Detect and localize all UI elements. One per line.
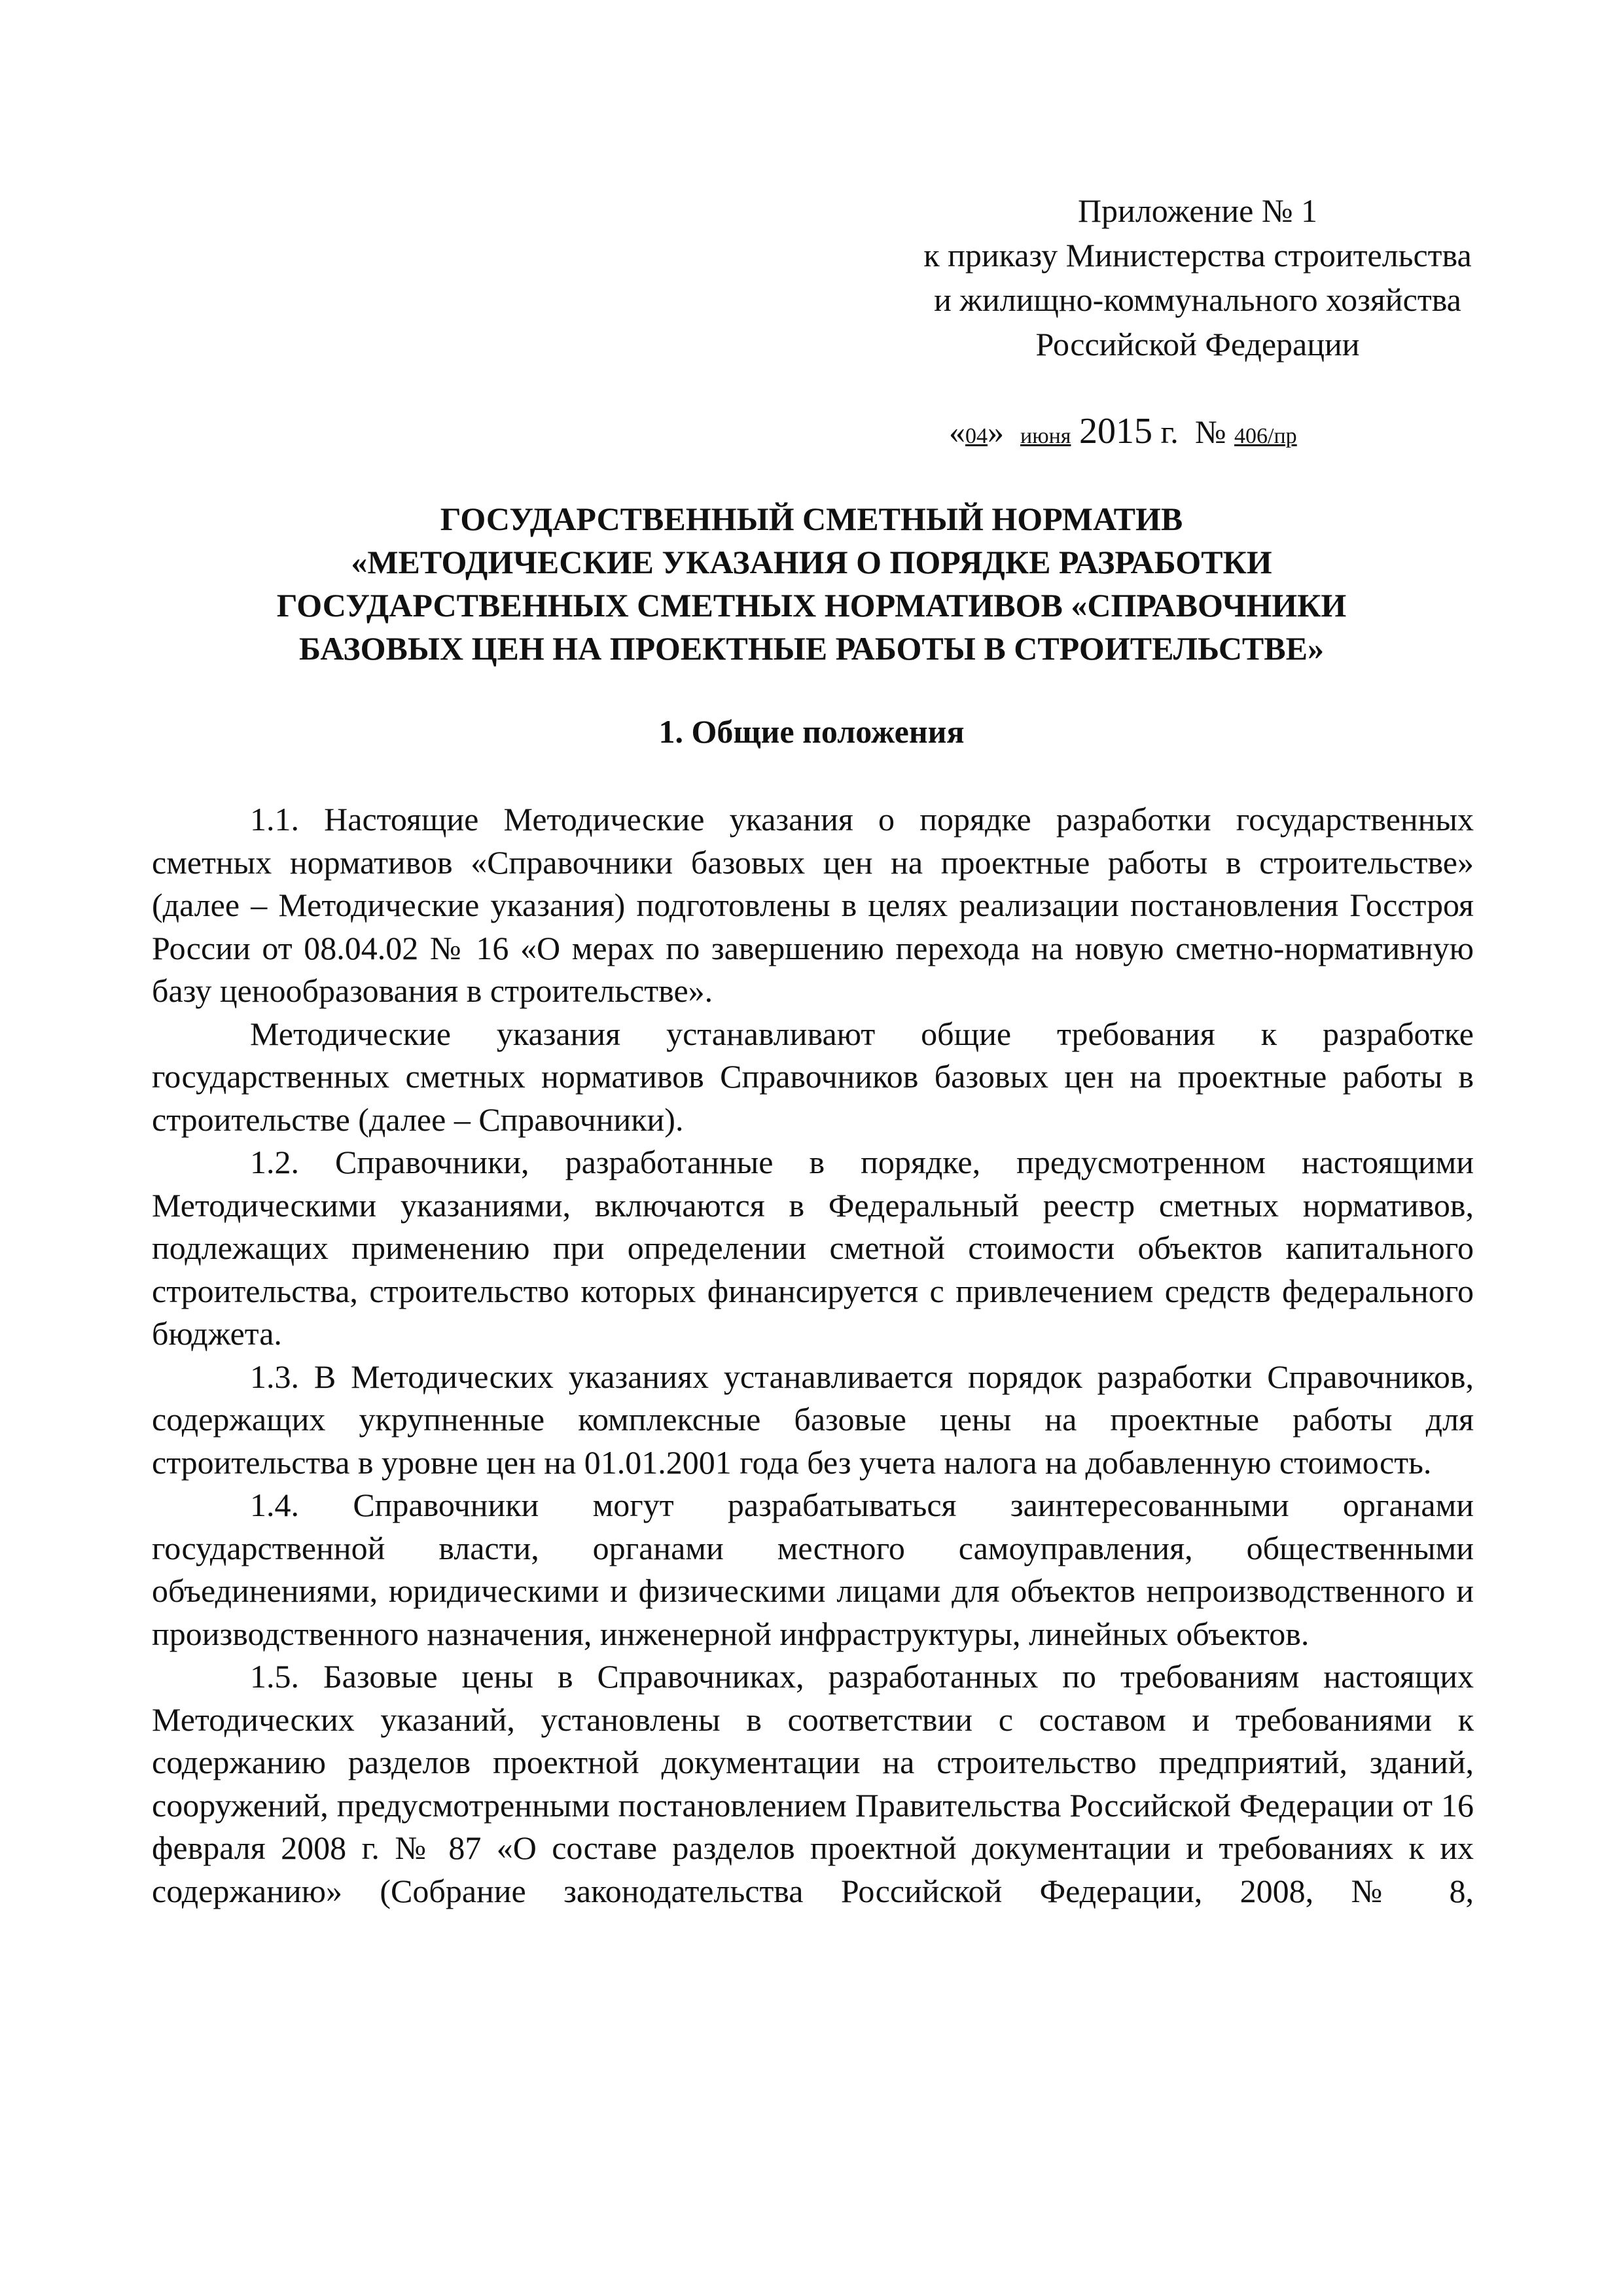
appendix-header: [851, 188, 1544, 366]
order-month: июня: [1020, 424, 1071, 448]
appendix-country: Российской Федерации: [1035, 326, 1360, 362]
title-line-1: ГОСУДАРСТВЕННЫЙ СМЕТНЫЙ НОРМАТИВ: [440, 501, 1183, 537]
document-title: [131, 497, 1492, 670]
paragraph-1-1: 1.1. Настоящие Методические указания о порядке разработки государственных сметных нормативов «Справочники базовых цен на проектные работы в строительстве» (далее – Методические указания) подготовлены в целях реализации постановления Госстроя России от 08.04.02 № 16 «О мерах по завершению перехода на новую сметно-нормативную базу ценообразования в строительстве».: [152, 801, 1474, 1009]
order-number: 406/пр: [1234, 424, 1297, 448]
paragraph-1-4: 1.4. Справочники могут разрабатываться заинтересованными органами государственной власти, органами местного самоуправления, общественными объединениями, юридическими и физическими лицами для объектов непроизводственного и производственного назначения, инженерной инфраструктуры, линейных объектов.: [152, 1487, 1474, 1652]
appendix-ministry: и жилищно-коммунального хозяйства: [934, 281, 1461, 318]
paragraph-1-2: 1.2. Справочники, разработанные в порядке, предусмотренном настоящими Методическими указаниями, включаются в Федеральный реестр сметных нормативов, подлежащих применению при определении сметной стоимости объектов капитального строительства, строительство которых финансируется с привлечением средств федерального бюджета.: [152, 1144, 1474, 1352]
section-heading: 1. Общие положения: [658, 713, 965, 750]
title-line-4: БАЗОВЫХ ЦЕН НА ПРОЕКТНЫЕ РАБОТЫ В СТРОИТЕЛЬСТВЕ»: [299, 630, 1324, 667]
order-open-quote: «: [949, 414, 965, 450]
order-close-quote: »: [988, 414, 1004, 450]
paragraph-1-1-cont: Методические указания устанавливают общие требования к разработке государственных сметных нормативов Справочников базовых цен на проектные работы в строительстве (далее – Справочники).: [152, 1015, 1474, 1138]
order-number-sign: №: [1194, 414, 1226, 450]
paragraph-1-5: 1.5. Базовые цены в Справочниках, разработанных по требованиям настоящих Методических указаний, установлены в соответствии с составом и требованиями к содержанию разделов проектной документации на строительство предприятий, зданий, сооружений, предусмотренными постановлением Правительства Российской Федерации от 16 февраля 2008 г. № 87 «О составе разделов проектной документации и требованиях к их содержанию» (Собрание законодательства Российской Федерации, 2008, № 8,: [152, 1658, 1474, 1909]
title-line-2: «МЕТОДИЧЕСКИЕ УКАЗАНИЯ О ПОРЯДКЕ РАЗРАБОТКИ: [351, 544, 1272, 580]
appendix-number: Приложение № 1: [1077, 192, 1318, 229]
appendix-order-ref: к приказу Министерства строительства: [923, 237, 1472, 274]
paragraph-1-3: 1.3. В Методических указаниях устанавливается порядок разработки Справочников, содержащих укрупненные комплексные базовые цены на проектные работы для строительства в уровне цен на 01.01.2001 года без учета налога на добавленную стоимость.: [152, 1358, 1474, 1481]
order-year-suffix: г.: [1160, 414, 1179, 450]
order-date-number: [949, 409, 1459, 459]
title-line-3: ГОСУДАРСТВЕННЫХ СМЕТНЫХ НОРМАТИВОВ «СПРАВОЧНИКИ: [276, 587, 1347, 624]
document-body: [152, 798, 1474, 1913]
order-year: 2015: [1079, 411, 1152, 451]
order-day: 04: [965, 424, 988, 448]
